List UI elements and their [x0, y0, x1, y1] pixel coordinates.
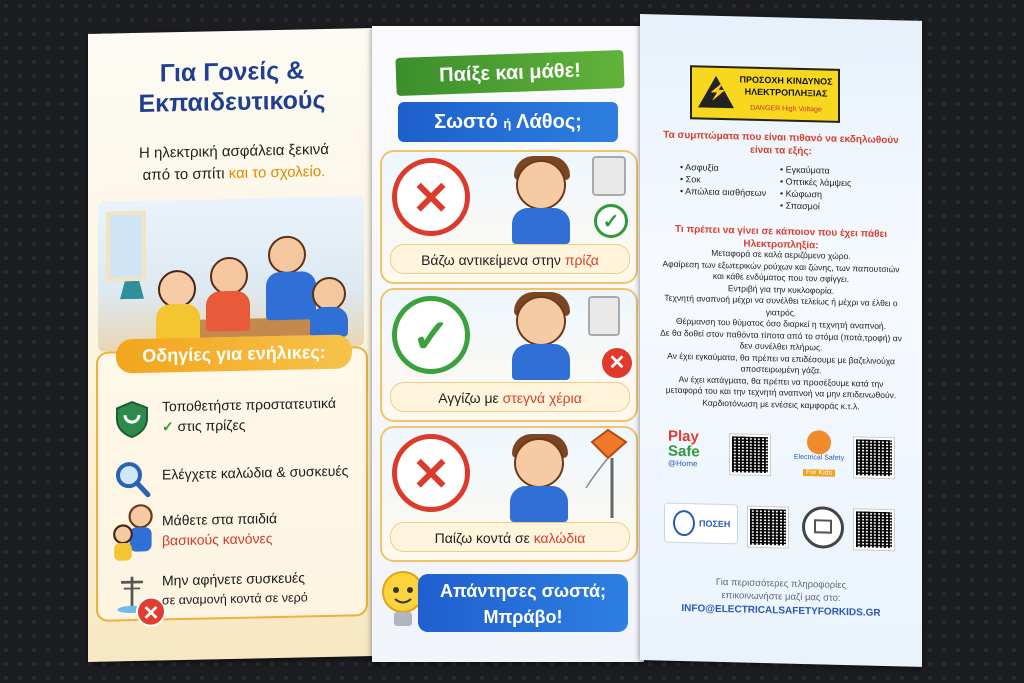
well-done-line-2: Μπράβο! — [483, 607, 563, 627]
instruction-item — [106, 388, 362, 445]
contact-line-1: Για περισσότερες πληροφορίες — [715, 576, 847, 592]
contact-line-2: επικοινωνήστε μαζί μας στο: — [721, 589, 841, 604]
instruction-line-2: στις πρίζες — [177, 416, 246, 435]
instruction-line-2: σε αναμονή κοντά σε νερό — [162, 590, 308, 608]
forbidden-icon: ✕ — [136, 596, 166, 627]
playsafe-word-2: Safe — [668, 442, 700, 461]
symptoms-list-left — [680, 161, 780, 199]
panel1-subtitle — [106, 138, 362, 187]
boy-figure — [502, 160, 582, 244]
instruction-line-1: Ελέγχετε καλώδια & συσκευές — [162, 462, 349, 483]
mark-glyph: ✕ — [411, 172, 451, 224]
mother-shirt — [206, 291, 250, 332]
subtitle-line-2 — [106, 160, 362, 187]
boy-shirt — [512, 208, 570, 244]
warning-line-3: DANGER High Voltage — [750, 104, 822, 114]
panel1-title — [112, 54, 352, 119]
quiz-caption — [390, 522, 630, 552]
danger-warning-sign — [690, 65, 840, 123]
esfk-emblem-icon — [807, 430, 831, 455]
panel-first-aid-info — [640, 14, 922, 667]
wall-socket-icon — [592, 156, 626, 196]
play-and-learn-banner: Παίξε και μάθε! — [395, 50, 624, 96]
first-aid-step: Τεχνητή αναπνοή μέχρι να συνέλθει τελείως ή μέχρι να έλθει ο γιατρός. — [664, 292, 898, 318]
boy-head — [514, 438, 564, 488]
boy-figure — [500, 438, 580, 522]
first-aid-steps — [660, 246, 902, 413]
first-aid-step: Εντριβή για την κυκλοφορία. — [727, 282, 835, 296]
high-voltage-icon — [698, 75, 734, 108]
boy-figure — [502, 296, 582, 380]
wrong-mark-icon — [392, 434, 470, 512]
magnifier-icon — [112, 459, 152, 500]
window-illustration — [106, 211, 146, 282]
first-aid-step: Καρδιοτόνωση με ενέσεις καμφοράς κ.τ.λ. — [702, 397, 860, 411]
boy-shirt — [310, 307, 348, 338]
caption-highlight: στεγνά χέρια — [502, 390, 582, 406]
instruction-line-1: Μάθετε στα παιδιά — [162, 510, 278, 529]
title-line-2: Εκπαιδευτικούς — [138, 86, 326, 118]
instructions-title: Οδηγίες για ενήλικες: — [116, 334, 352, 373]
seal-building-icon — [814, 519, 832, 533]
quiz-caption — [390, 244, 630, 274]
title-line-1: Για Γονείς & — [159, 56, 305, 88]
caption-text: Αγγίζω με — [438, 390, 503, 406]
wall-socket-icon — [588, 296, 620, 336]
wrong-badge-icon: ✕ — [600, 346, 634, 380]
symptoms-list-right — [780, 163, 890, 214]
first-aid-heading: Τι πρέπει να γίνει σε κάποιον που έχει πάθει Ηλεκτροπληξία: — [674, 223, 888, 252]
symptom-item: • Σπασμοί — [780, 199, 890, 214]
panel-quiz — [372, 26, 644, 662]
symptom-item: • Οπτικές λάμψεις — [780, 175, 890, 190]
check-icon: ✓ — [162, 418, 178, 435]
caption-highlight: καλώδια — [533, 530, 586, 546]
kite-power-line-icon — [582, 428, 632, 520]
correct-mark-icon — [392, 296, 470, 374]
first-aid-step: Δε θα δοθεί στον παθόντα τίποτα από το στόμα (ποτά,τροφή) αν δεν συνέλθει πλήρως. — [660, 326, 902, 353]
qr-code — [854, 509, 894, 550]
well-done-banner — [418, 574, 628, 632]
family-illustration — [98, 196, 364, 352]
adult-instructions — [96, 342, 368, 625]
instruction-line-1: Μην αφήνετε συσκευές — [162, 569, 306, 589]
first-aid-step: Αν έχει κατάγματα, θα πρέπει να προσέξουμε κατά την μεταφορά του και την τεχνητή αναπνοή να μην επιδεινωθούν. — [665, 373, 897, 401]
subtitle-line-1: Η ηλεκτρική ασφάλεια ξεκινά — [139, 140, 329, 162]
father-figure — [268, 235, 306, 274]
quiz-card — [380, 150, 638, 284]
first-aid-step: Αν έχει εγκαύματα, θα πρέπει να επιδέσουμε με βαζελινούχα αποστειρωμένη γάζα. — [667, 350, 895, 376]
instruction-text — [162, 392, 362, 436]
first-aid-step: Θέρμανση του θύματος όσο διαρκεί η τεχνητή αναπνοή. — [675, 315, 887, 332]
first-aid-step: Μεταφορά σε καλά αεριζόμενο χώρο. — [711, 247, 851, 262]
playsafe-tagline: @Home — [668, 458, 698, 469]
well-done-line-1: Απάντησες σωστά; — [439, 581, 607, 601]
playsafe-word-1: Play — [668, 427, 699, 446]
mother-figure — [210, 257, 248, 296]
boy-shirt — [512, 344, 570, 380]
banner-false: Λάθος; — [516, 111, 582, 133]
boy-head — [516, 296, 566, 346]
poseh-logo — [664, 503, 738, 545]
mark-glyph: ✓ — [411, 310, 451, 362]
playsafe-wordmark — [668, 429, 726, 460]
true-false-banner — [398, 102, 618, 142]
wrong-mark-icon — [392, 158, 470, 236]
mark-glyph: ✕ — [411, 448, 451, 500]
symptom-item: • Κώφωση — [780, 187, 890, 202]
instruction-line-1: Τοποθετήστε προστατευτικά — [162, 394, 336, 415]
caption-highlight: πρίζα — [564, 252, 599, 268]
instruction-text — [162, 460, 362, 484]
banner-or: ή — [503, 116, 512, 131]
instruction-line-2-row — [162, 412, 362, 436]
subtitle-highlight: και το σχολείο. — [228, 163, 326, 183]
playsafe-logo — [668, 429, 726, 476]
qr-code — [730, 434, 770, 475]
instruction-item — [106, 562, 362, 625]
esfk-name: Electrical Safety — [793, 453, 845, 462]
contact-info — [660, 574, 902, 606]
banner-true: Σωστό — [434, 111, 498, 133]
quiz-card — [380, 288, 638, 422]
esfk-sub: For Kids — [803, 469, 835, 477]
shield-icon — [112, 399, 152, 440]
father-shirt — [266, 271, 316, 320]
symptoms-heading: Τα συμπτώματα που είναι πιθανό να εκδηλωθούν είναι τα εξής: — [663, 129, 899, 158]
instruction-text — [162, 506, 362, 550]
poseh-name: ΠΟΣΕΗ — [699, 518, 731, 530]
symptom-item: • Ασφυξία — [680, 161, 780, 175]
panel-parents-teachers — [88, 28, 374, 662]
caption-text: Βάζω αντικείμενα στην — [421, 252, 565, 268]
boy-shirt — [510, 486, 568, 522]
instruction-text — [162, 566, 362, 610]
boy-head — [516, 160, 566, 210]
symptom-item: • Απώλεια αισθήσεων — [680, 185, 780, 199]
qr-code — [854, 437, 894, 478]
correct-badge-icon: ✓ — [594, 204, 628, 238]
instruction-line-2: βασικούς κανόνες — [162, 530, 273, 549]
symptom-item: • Εγκαύματα — [780, 163, 890, 178]
warning-line-1: ΠΡΟΣΟΧΗ ΚΙΝΔΥΝΟΣ — [739, 74, 833, 87]
organization-seal-icon — [802, 506, 844, 549]
symptom-item: • Σοκ — [680, 173, 780, 187]
girl-figure — [158, 270, 196, 309]
qr-code — [748, 507, 788, 548]
instruction-item — [106, 448, 362, 505]
caption-text: Παίζω κοντά σε — [434, 530, 534, 546]
contact-email: INFO@ELECTRICALSAFETYFORKIDS.GR — [681, 603, 881, 619]
poseh-emblem-icon — [673, 510, 695, 537]
electrical-safety-for-kids-logo — [786, 430, 852, 478]
children-icon — [112, 501, 156, 568]
quiz-caption — [390, 382, 630, 412]
lamp-illustration — [120, 281, 144, 300]
first-aid-step: Αφαίρεση των εξωτερικών ρούχων και ζώνης, των παπουτσιών και κάθε ενδύματος που τον σφίγγει. — [662, 258, 900, 285]
subtitle-line-2-start: από το σπίτι — [142, 165, 229, 184]
quiz-card — [380, 426, 638, 562]
warning-line-2: ΗΛΕΚΤΡΟΠΛΗΞΙΑΣ — [744, 86, 828, 99]
